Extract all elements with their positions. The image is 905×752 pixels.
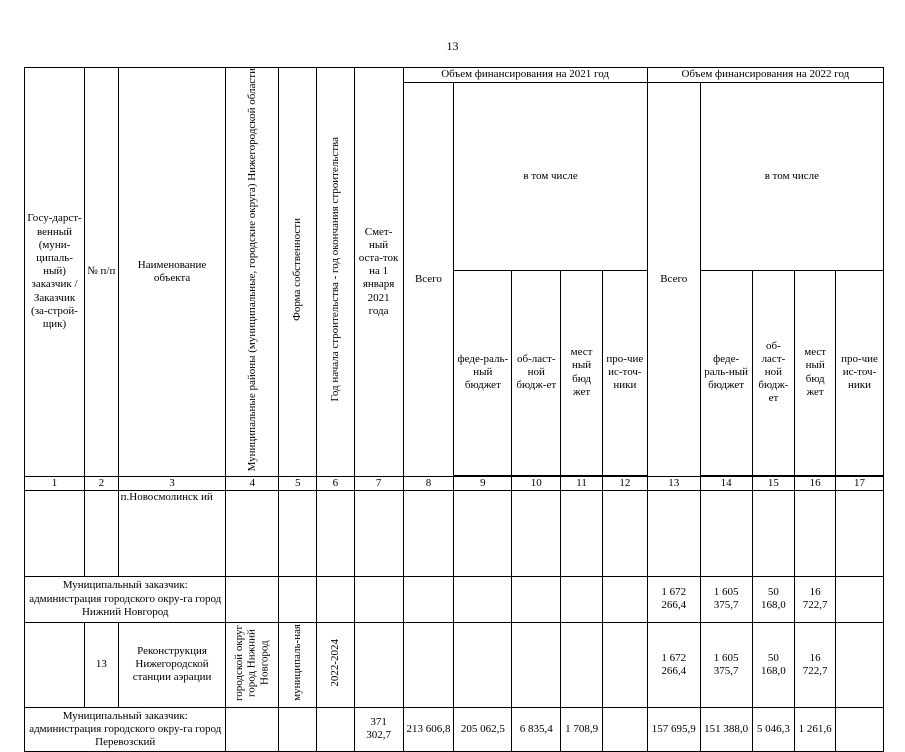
col-number: 6 [317, 476, 355, 490]
col-number: 13 [647, 476, 700, 490]
header-federal-2022: феде-раль-ный бюджет [700, 270, 752, 475]
value-cell: 6 835,4 [512, 707, 561, 751]
header-including-2021: в том числе [454, 83, 647, 271]
page-number: 13 [446, 39, 459, 53]
header-ownership: Форма собственности [279, 68, 317, 477]
value-cell: 1 672 266,4 [647, 622, 700, 707]
item-number: 13 [85, 622, 119, 707]
header-total-2022: Всего [647, 83, 700, 477]
header-customer: Госу-дарст-венный (муни-ципаль-ный) заказчик / Заказчик (за-строй-щик) [25, 68, 85, 477]
header-years: Год начала строительства - год окончания строительства [317, 68, 355, 477]
value-cell: 1 605 375,7 [700, 622, 752, 707]
header-local-2021: мест ный бюд жет [561, 270, 603, 475]
table-row [25, 622, 884, 707]
value-cell: 157 695,9 [647, 707, 700, 751]
item-years: 2022-2024 [317, 622, 355, 707]
header-other-2022: про-чие ис-точ-ники [836, 270, 884, 475]
col-number: 1 [25, 476, 85, 490]
col-number: 16 [795, 476, 836, 490]
header-total-2021: Всего [403, 83, 454, 477]
value-cell: 1 605 375,7 [700, 576, 752, 622]
header-local-2022: мест ный бюд жет [795, 270, 836, 475]
value-cell: 1 708,9 [561, 707, 603, 751]
header-municipality: Муниципальные районы (муниципальные, городские округа) Нижегородской области [226, 68, 279, 477]
table-row [25, 490, 884, 576]
col-number: 9 [454, 476, 512, 490]
col-number: 4 [226, 476, 279, 490]
value-cell: 371 302,7 [354, 707, 403, 751]
customer-perevoz: Муниципальный заказчик: администрация городского окру-га город Перевозский [25, 707, 226, 751]
col-number: 14 [700, 476, 752, 490]
col-number: 3 [118, 476, 226, 490]
item-municipality: городской округ город Нижний Новгород [226, 622, 279, 707]
header-including-2022: в том числе [700, 83, 883, 271]
header-fin2021: Объем финансирования на 2021 год [403, 68, 647, 83]
table-row [25, 576, 884, 622]
value-cell: 1 261,6 [795, 707, 836, 751]
col-number: 17 [836, 476, 884, 490]
value-cell: 50 168,0 [752, 576, 795, 622]
col-number: 7 [354, 476, 403, 490]
header-federal-2021: феде-раль-ный бюджет [454, 270, 512, 475]
item-ownership: муниципаль-ная [279, 622, 317, 707]
header-fin2022: Объем финансирования на 2022 год [647, 68, 883, 83]
header-balance: Смет-ный оста-ток на 1 января 2021 года [354, 68, 403, 477]
value-cell: 50 168,0 [752, 622, 795, 707]
value-cell: 16 722,7 [795, 576, 836, 622]
value-cell: 16 722,7 [795, 622, 836, 707]
table-row [25, 707, 884, 751]
header-regional-2021: об-ласт-ной бюдж-ет [512, 270, 561, 475]
col-number: 2 [85, 476, 119, 490]
value-cell: 213 606,8 [403, 707, 454, 751]
item-object-name: Реконструкция Нижегородской станции аэрации [118, 622, 226, 707]
cont-object-name: п.Новосмолинск ий [118, 490, 226, 576]
customer-nn: Муниципальный заказчик: администрация городского окру-га город Нижний Новгород [25, 576, 226, 622]
header-other-2021: про-чие ис-точ-ники [602, 270, 647, 475]
col-number: 5 [279, 476, 317, 490]
value-cell: 205 062,5 [454, 707, 512, 751]
value-cell: 5 046,3 [752, 707, 795, 751]
financing-table [24, 67, 884, 752]
col-number: 11 [561, 476, 603, 490]
column-numbers-row [25, 476, 884, 490]
header-object: Наименование объекта [118, 68, 226, 477]
value-cell: 151 388,0 [700, 707, 752, 751]
col-number: 8 [403, 476, 454, 490]
col-number: 12 [602, 476, 647, 490]
col-number: 15 [752, 476, 795, 490]
value-cell: 1 672 266,4 [647, 576, 700, 622]
header-num: № п/п [85, 68, 119, 477]
col-number: 10 [512, 476, 561, 490]
header-regional-2022: об-ласт-ной бюдж-ет [752, 270, 795, 475]
